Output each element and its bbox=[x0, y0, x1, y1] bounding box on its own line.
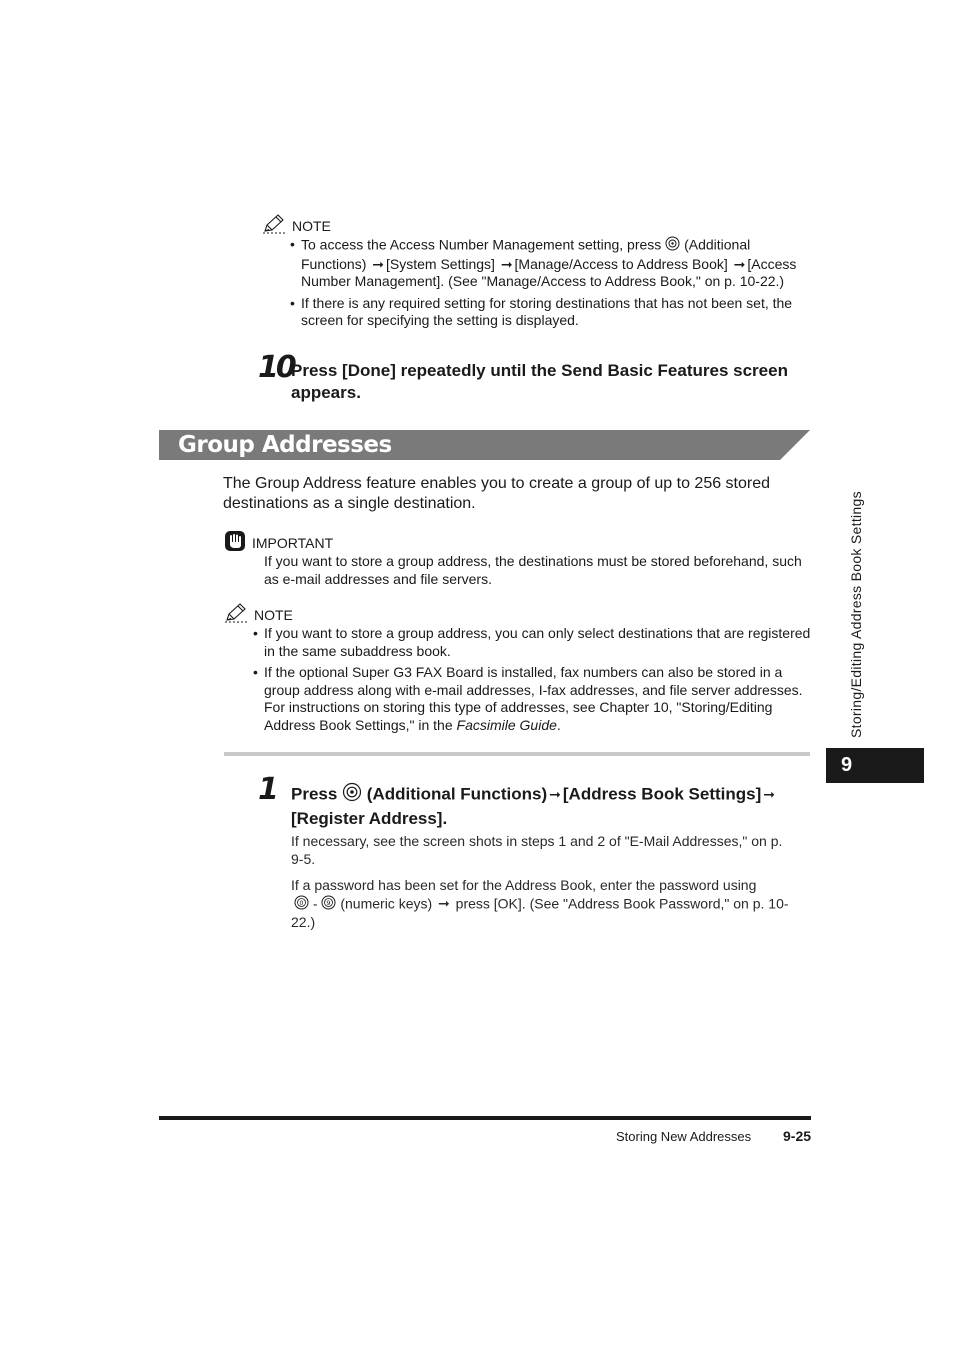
step-title: Press [Done] repeatedly until the Send Basic Features screen appears. bbox=[291, 361, 788, 402]
footer-section-name: Storing New Addresses bbox=[616, 1129, 752, 1144]
important-header bbox=[224, 530, 333, 555]
right-arrow-icon: ➞ bbox=[763, 786, 775, 803]
right-arrow-icon: ➞ bbox=[733, 255, 746, 272]
pencil-icon bbox=[262, 214, 286, 237]
right-arrow-icon: ➞ bbox=[500, 255, 513, 272]
page-number: 9-25 bbox=[783, 1128, 812, 1144]
step-detail: If necessary, see the screen shots in steps 1 and 2 of "E-Mail Addresses," on p. 9-5. bbox=[291, 833, 783, 867]
right-arrow-icon: ➞ bbox=[438, 894, 450, 911]
section-title: Group Addresses bbox=[178, 432, 392, 458]
section-divider bbox=[224, 752, 810, 756]
additional-functions-key-icon bbox=[665, 236, 680, 256]
guide-title: Facsimile Guide bbox=[456, 716, 557, 733]
numeric-key-9-icon bbox=[321, 895, 336, 915]
step-number: 10 bbox=[258, 350, 294, 385]
step-number: 1 bbox=[258, 772, 276, 807]
step-detail: If a password has been set for the Address Book, enter the password using 0 - 9 (numeric keys) ➞ press [OK]. (See "Address Book Password," on p. 10-22.) bbox=[291, 877, 789, 930]
right-arrow-icon: ➞ bbox=[549, 786, 561, 803]
important-text: If you want to store a group address, the destinations must be stored beforehand, such as e-mail addresses and file servers. bbox=[264, 553, 802, 587]
svg-text:0: 0 bbox=[299, 898, 304, 907]
pencil-icon bbox=[224, 603, 248, 626]
additional-functions-key-icon bbox=[342, 782, 362, 808]
note-heading: NOTE bbox=[292, 217, 331, 234]
chapter-side-label: Storing/Editing Address Book Settings bbox=[848, 491, 864, 738]
chapter-tab: 9 bbox=[826, 748, 924, 783]
footer-rule bbox=[159, 1116, 811, 1120]
numeric-key-0-icon bbox=[294, 895, 309, 915]
note-heading: NOTE bbox=[254, 606, 293, 623]
section-intro: The Group Address feature enables you to create a group of up to 256 stored destinations as a single destination. bbox=[223, 475, 771, 512]
note-header bbox=[224, 603, 293, 626]
hand-icon bbox=[224, 530, 246, 555]
note-header bbox=[262, 214, 331, 237]
note-bullet: • If the optional Super G3 FAX Board is installed, fax numbers can also be stored in a group address along with e-mail addresses, I-fax addresses, and file server addresses. For instructions on storing this type of addresses, see Chapter 10, "Storing/Editing Address Book Settings," in the Facsimile Guide. bbox=[253, 664, 811, 734]
note-bullet: • If you want to store a group address, you can only select destinations that are registered in the same subaddress book. bbox=[253, 625, 811, 660]
note-list bbox=[253, 625, 811, 734]
note-bullet: • To access the Access Number Management setting, press (Additional Functions) ➞ [System Settings] ➞ [Manage/Access to Address Book] ➞ [Access Number Management]. (See "Manage/Access to Address Book," on p. 10-22.) bbox=[290, 236, 805, 291]
right-arrow-icon: ➞ bbox=[372, 255, 384, 272]
svg-text:9: 9 bbox=[326, 898, 332, 907]
step-title: Press (Additional Functions) ➞ [Address Book Settings] ➞ [Register Address]. bbox=[291, 782, 813, 830]
note-list bbox=[290, 236, 805, 330]
important-heading: IMPORTANT bbox=[252, 534, 334, 551]
note-bullet: • If there is any required setting for storing destinations that has not been set, the screen for specifying the setting is displayed. bbox=[290, 295, 805, 330]
